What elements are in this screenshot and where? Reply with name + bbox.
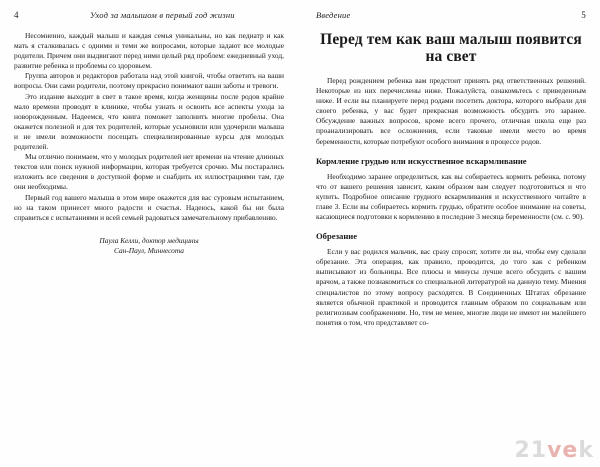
watermark-prefix: 21 (514, 438, 548, 463)
watermark-suffix: k (578, 438, 594, 463)
left-running-head (14, 10, 284, 20)
author-signature (14, 236, 284, 256)
section-heading-circumcision: Обрезание (316, 231, 358, 242)
right-running-title: Введение (316, 10, 351, 20)
chapter-title: Перед тем как ваш малыш появится на свет (320, 31, 582, 65)
section-heading-feeding: Кормление грудью или искусственное вскармливание (316, 155, 527, 166)
left-paragraph-3: Это издание выходит в свет в такое время, когда женщины после родов крайне мало времени проводят в клинике, чтобы узнать и освоить все аспекты ухода за новорожденным. Надеемся, что книга поможет заполнить многие пробелы. Она окажется полезной и для тех родителей, которые усыновили или удочерили малыша и не имели возможности посещать специализированные курсы для молодых родителей. (14, 91, 284, 152)
left-running-title: Уход за малышом в первый год жизни (90, 10, 235, 20)
signature-name: Паула Келли, доктор медицины (99, 235, 199, 245)
left-paragraph-1: Несомненно, каждый малыш и каждая семья уникальны, но как педиатр и как мать я сталкивалась с одними и теми же вопросами, которые задают все молодые родители. Причем они выдвигают перед ними целый ряд проблем: ежедневный уход, развитие ребенка и проблемы со здоровьем. (14, 31, 284, 71)
right-page (300, 0, 600, 467)
right-running-head (316, 10, 586, 20)
left-paragraph-4: Мы отлично понимаем, что у молодых родителей нет времени на чтение длинных текстов или поиск нужной информации, которая требуется срочно. Мы постарались изложить все сведения в доступной форме и снабдить их иллюстрациями там, где они необходимы. (14, 152, 284, 192)
left-paragraph-2: Группа авторов и редакторов работала над этой книгой, чтобы ответить на ваши вопросы. Они сами родители, поэтому прекрасно понимают ваши заботы и тревоги. (14, 71, 284, 91)
section-circumcision-paragraph-1: Если у вас родился мальчик, вас сразу спросят, хотите ли вы, чтобы ему сделали обрезание. Эта операция, как правило, проводится, до того как с ребенком выписывают из больницы. Все плюсы и минусы лучше всего обсудить с вашим врачом, а также познакомиться со специальной литературой на данную тему. Мнения специалистов по этому вопросу расходятся. В Соединенных Штатах обрезание является обычной практикой и проводится главным образом по социальным или религиозным соображениям. Но, тем не менее, многие люди не имеют ни малейшего понятия о том, что представляет со- (316, 247, 586, 327)
watermark-accent: ve (547, 438, 579, 463)
signature-location: Сан-Паул, Миннесота (113, 245, 185, 255)
section-feeding-paragraph-1: Необходимо заранее определиться, как вы собираетесь кормить ребенка, потому что от вашего решения зависит, каким образом вам следует подготовиться и что купить. Подробное описание грудного вскармливания и искусственного читайте в главе 3. Если вы собираетесь кормить грудью, обратите особое внимание на советы, касающиеся подготовки к кормлению в последние 3 месяца беременности (см. с. 90). (316, 171, 586, 222)
left-paragraph-5: Первый год вашего малыша в этом мире окажется для вас суровым испытанием, но на таком принесет много радости и счастья. Надеюсь, какой бы ни была справиться с испытаниями и всей семьей радоваться замечательному прибавлению. (14, 192, 284, 222)
right-folio: 5 (581, 10, 586, 20)
left-folio: 4 (14, 10, 19, 20)
right-intro-paragraph: Перед рождением ребенка вам предстоит принять ряд ответственных решений. Некоторые из них перечислены ниже. Пожалуйста, ознакомьтесь с приведенным ниже. И если вы планируете перед родами посетить доктора, которого выбрали для своего ребенка, у вас будет прекрасная возможность обсудить это заранее. Обсуждение важных вопросов, кроме всего прочего, отличная школа еще раз проанализировать все осложнения, если таковые имели место во время беременности, которые потребуют особого внимания в процессе родов. (316, 76, 586, 146)
